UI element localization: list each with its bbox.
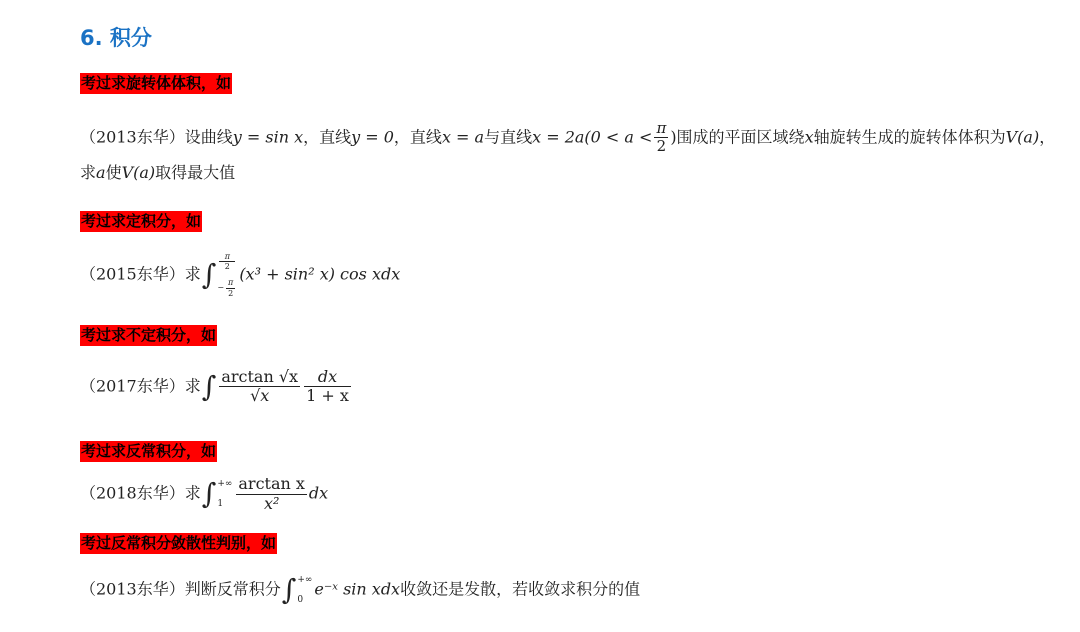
minus-sign: − <box>217 283 225 292</box>
problem-year: （2013东华） <box>80 127 185 147</box>
fraction-dx <box>304 368 351 406</box>
text: 求 <box>184 483 201 503</box>
numerator: π <box>656 119 667 137</box>
numerator: arctan √x <box>221 367 299 386</box>
problem-indefinite <box>80 368 353 406</box>
integral-limits <box>297 570 312 610</box>
math: V(a) <box>121 163 156 182</box>
text: 取得最大值 <box>155 163 236 182</box>
text: 使 <box>105 163 122 182</box>
text: 与直线 <box>484 127 533 147</box>
integrand: e⁻ˣ sin xdx <box>314 579 401 599</box>
problem-year: （2015东华） <box>80 264 185 284</box>
fraction-arctan <box>236 475 307 513</box>
integral-limits <box>217 252 237 298</box>
math: a <box>96 163 106 182</box>
numerator: dx <box>304 368 351 387</box>
text: 求 <box>80 163 97 182</box>
integrand: (x³ + sin² x) cos xdx <box>239 264 401 284</box>
text: 设曲线 <box>184 127 233 147</box>
integral-sign-icon: ∫ <box>201 369 217 403</box>
lower-limit: 1 <box>217 499 224 509</box>
problem-definite <box>80 252 400 298</box>
denominator: 1 + x <box>306 386 349 406</box>
problem-volume-line2 <box>80 163 235 183</box>
denominator: x² <box>263 493 280 513</box>
integral-sign-icon: ∫ <box>201 258 217 291</box>
topic-label-volume: 考过求旋转体体积，如 <box>81 74 232 92</box>
text: ， <box>1039 127 1056 147</box>
math: V(a) <box>1005 127 1040 147</box>
differential: dx <box>308 483 329 503</box>
math: y = sin x <box>232 127 304 147</box>
numerator: π <box>228 278 234 288</box>
denominator: 2 <box>224 262 230 272</box>
topic-label-convergence: 考过反常积分敛散性判别，如 <box>81 534 277 552</box>
problem-improper <box>80 474 328 514</box>
integral-sign-icon: ∫ <box>281 573 297 606</box>
text: ，直线 <box>303 127 352 147</box>
text: 判断反常积分 <box>184 579 281 599</box>
upper-limit: +∞ <box>217 479 233 489</box>
text: 求 <box>184 376 201 396</box>
problem-year: （2017东华） <box>80 376 185 396</box>
integral-sign-icon: ∫ <box>201 477 217 510</box>
text: 收敛还是发散，若收敛求积分的值 <box>400 579 641 599</box>
lower-limit <box>217 278 237 298</box>
lower-limit: 0 <box>297 595 304 605</box>
numerator: arctan x <box>238 474 305 494</box>
integral-limits <box>217 474 232 514</box>
section-title: 6. 积分 <box>80 26 152 50</box>
upper-limit <box>219 252 235 271</box>
lower-fraction <box>226 278 235 297</box>
math: y = 0 <box>351 127 394 147</box>
fraction-pi-over-2 <box>654 120 668 156</box>
fraction-arctan-sqrt <box>219 368 300 406</box>
math: x = a <box>441 127 485 147</box>
denominator: 2 <box>228 288 234 298</box>
problem-year: （2013东华） <box>80 579 185 599</box>
problem-volume <box>80 120 1055 156</box>
text: )围成的平面区域绕 <box>670 127 805 147</box>
topic-label-definite: 考过求定积分，如 <box>81 212 202 230</box>
numerator: π <box>219 252 235 262</box>
math: x <box>804 127 814 147</box>
upper-limit: +∞ <box>297 575 313 585</box>
problem-convergence <box>80 570 640 610</box>
topic-label-indefinite: 考过求不定积分，如 <box>81 326 217 344</box>
denominator: √x <box>250 386 270 406</box>
topic-label-improper: 考过求反常积分，如 <box>81 442 217 460</box>
text: 求 <box>184 264 201 284</box>
denominator: 2 <box>656 137 667 156</box>
problem-year: （2018东华） <box>80 483 185 503</box>
math: x = 2a(0 < a < <box>532 127 653 147</box>
text: 轴旋转生成的旋转体体积为 <box>813 127 1006 147</box>
text: ，直线 <box>393 127 442 147</box>
